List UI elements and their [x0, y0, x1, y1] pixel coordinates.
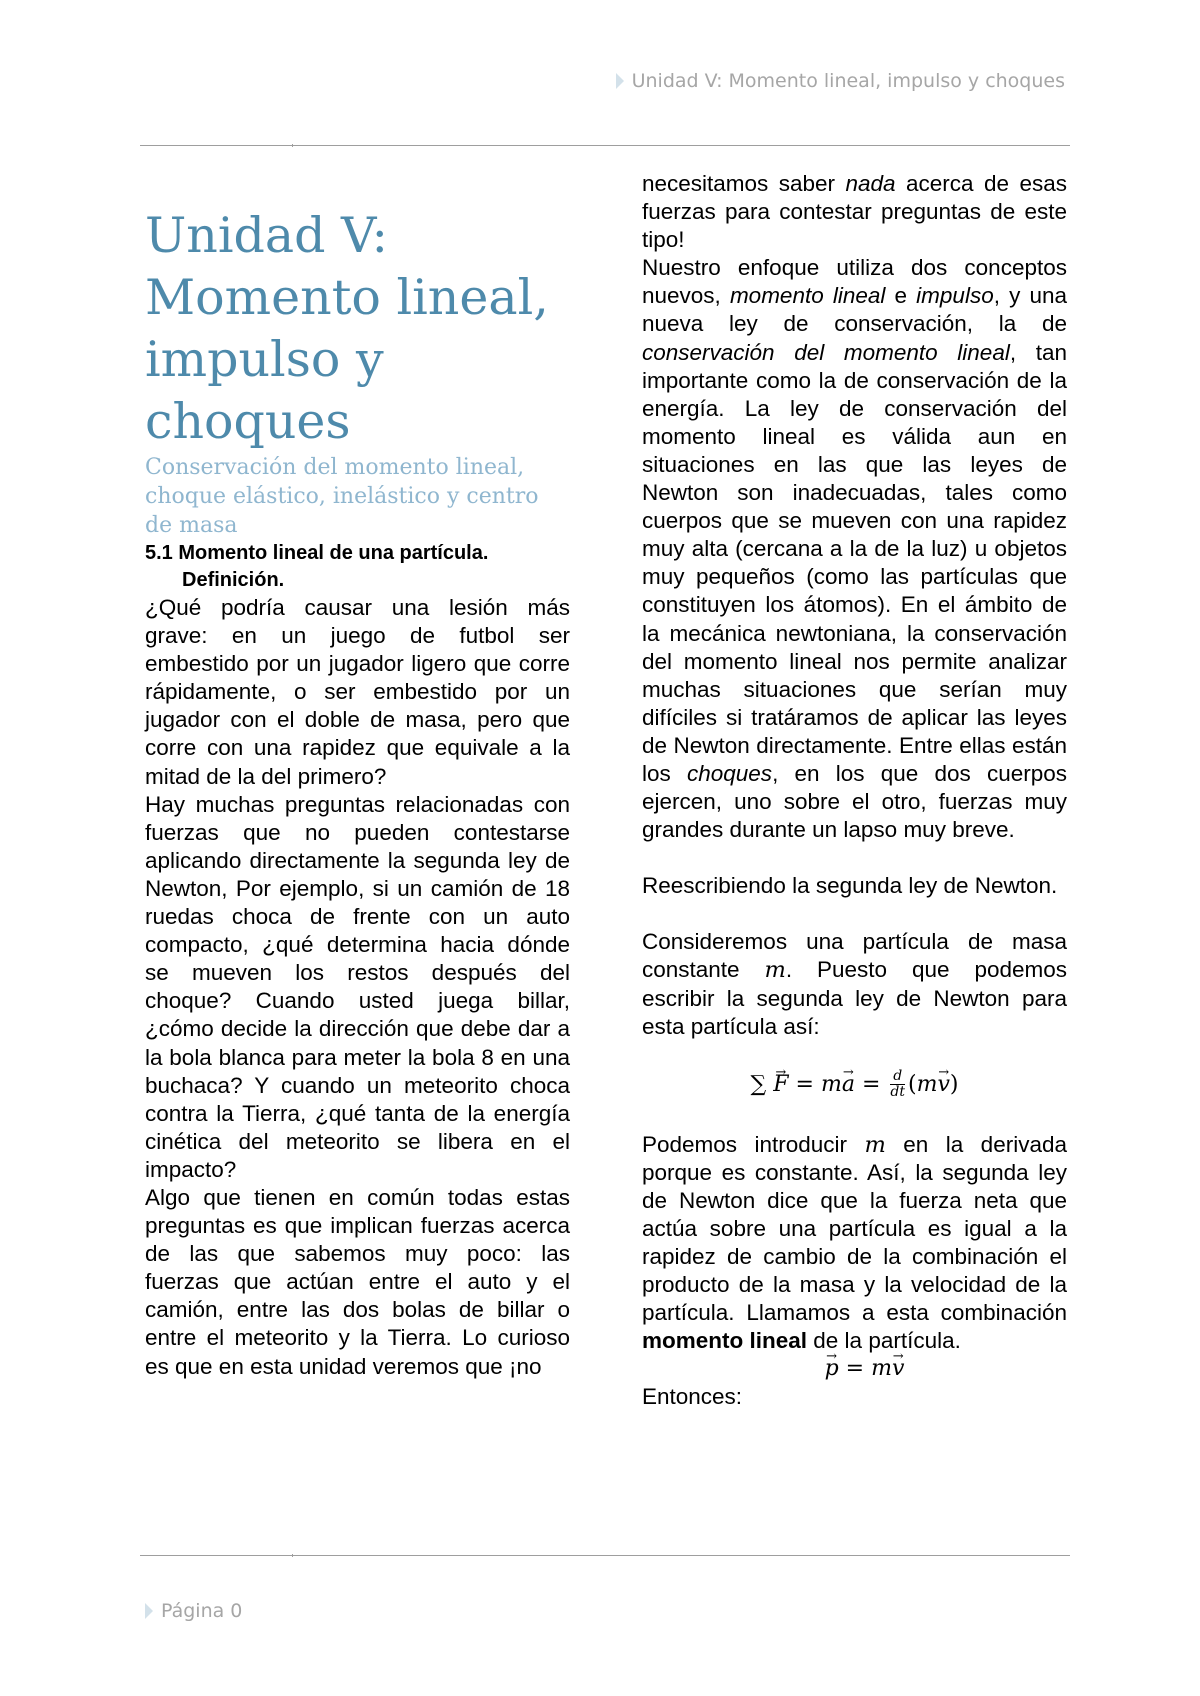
paragraph [642, 170, 1067, 254]
emphasis: conservación del momento lineal [642, 339, 1010, 365]
force-vector: F → [773, 1071, 788, 1099]
math-symbol: m [864, 1131, 886, 1158]
left-column [145, 205, 570, 1381]
text-span: , y una nueva ley de conservación, la de [642, 283, 1067, 337]
paragraph [642, 1131, 1067, 1356]
right-column [642, 170, 1067, 1412]
section-heading: 5.1 Momento lineal de una partícula. Definición. [145, 542, 489, 591]
velocity-vector: v → [892, 1355, 904, 1383]
equals-sign: = [861, 1071, 881, 1097]
text-span: . Puesto que podemos escribir la segunda ley de Newton para esta partícula así: [642, 957, 1068, 1039]
header-rule [140, 145, 1070, 146]
emphasis: impulso [916, 283, 994, 309]
newton-second-law-equation [642, 1055, 1067, 1115]
paren-close: ) [949, 1071, 959, 1097]
emphasis: choques [686, 760, 773, 786]
text-span: Consideremos una partícula de masa constante [642, 929, 1067, 983]
mass-symbol: m [820, 1071, 842, 1097]
sum-symbol: ∑ [750, 1071, 767, 1097]
emphasis: nada [845, 171, 896, 196]
equals-sign: = [795, 1071, 814, 1097]
paragraph [642, 928, 1067, 1040]
triangle-bullet-icon [145, 1603, 153, 1619]
acceleration-vector: a → [842, 1071, 855, 1099]
text-span: e [885, 283, 917, 309]
text-span: Nuestro enfoque utiliza dos conceptos nuevos, [642, 255, 1067, 309]
paragraph: Entonces: [642, 1384, 743, 1410]
equals-sign: = [845, 1356, 865, 1382]
denominator: dt [890, 1084, 905, 1101]
numerator: d [893, 1068, 903, 1085]
paren-open: ( [907, 1071, 917, 1097]
mass-symbol: m [871, 1356, 892, 1382]
paragraph: Hay muchas preguntas relacionadas con fuerzas que no pueden contestarse aplicando directamente la segunda ley de Newton, Por ejemplo, si un camión de 18 ruedas choca de frente con un auto compacto, ¿qué determina hacia dónde se mueven los restos después del choque? Cuando usted juega billar, ¿cómo decide la dirección que debe dar a la bola blanca para meter la bola 8 en una buchaca? Y cuando un meteorito choca contra la Tierra, ¿qué tanta de la energía cinética del meteorito se libera en el impacto? [145, 791, 570, 1182]
velocity-vector: v → [937, 1071, 949, 1099]
paragraph: ¿Qué podría causar una lesión más grave: en un juego de futbol ser embestido por un jugador ligero que corre rápidamente, o ser embestido por un jugador con el doble de masa, pero que corre con una rapidez que equivale a la mitad de la del primero? [145, 595, 570, 789]
emphasis: momento lineal [729, 283, 886, 309]
document-title: Unidad V: Momento lineal, impulso y choques [145, 207, 549, 450]
paragraph [642, 254, 1067, 844]
text-span: acerca de esas fuerzas para contestar preguntas de este tipo! [642, 171, 1067, 253]
bold-term: momento lineal [642, 1328, 808, 1354]
text-span: en la derivada porque es constante. Así, la segunda ley de Newton dice que la fuerza neta que actúa sobre una partícula es igual a la rapidez de cambio de la combinación el producto de la masa y la velocidad de la partícula. Llamamos a esta combinación [642, 1131, 1067, 1326]
page-footer [145, 1600, 242, 1622]
spacer [642, 844, 1067, 872]
math-symbol: m [764, 957, 786, 984]
document-subtitle: Conservación del momento lineal, choque elástico, inelástico y centro de masa [145, 455, 539, 538]
section-subheading: Reescribiendo la segunda ley de Newton. [642, 873, 1058, 899]
footer-rule [140, 1555, 1070, 1556]
mass-symbol: m [916, 1071, 938, 1097]
paragraph: Algo que tienen en común todas estas preguntas es que implican fuerzas acerca de las que sabemos muy poco: las fuerzas que actúan entre el auto y el camión, entre las dos bolas de billar o entre el meteorito y la Tierra. Lo curioso es que en esta unidad veremos que ¡no [145, 1184, 570, 1379]
text-span: , en los que dos cuerpos ejercen, uno sobre el otro, fuerzas muy grandes durante un lapso muy breve. [642, 760, 1068, 843]
running-title: Unidad V: Momento lineal, impulso y choques [631, 70, 1065, 92]
triangle-bullet-icon [616, 73, 624, 89]
text-span: necesitamos saber [642, 171, 846, 196]
text-span: Podemos introducir [642, 1131, 865, 1157]
text-span: de la partícula. [807, 1328, 961, 1354]
momentum-definition-equation [662, 1355, 1067, 1383]
page-number: Página 0 [161, 1600, 243, 1622]
derivative-fraction [890, 1069, 905, 1100]
momentum-vector: p → [825, 1355, 839, 1383]
running-header [616, 70, 1065, 92]
text-span: , tan importante como la de conservación de la energía. La ley de conservación del momento lineal es válida aun en situaciones en las que las leyes de Newton son inadecuadas, tales como cuerpos que se mueven con una rapidez muy alta (cercana a la de la luz) u objetos muy pequeños (como las partículas que constituyen los átomos). En el ámbito de la mecánica newtoniana, la conservación del momento lineal nos permite analizar muchas situaciones que serían muy difíciles si tratáramos de aplicar las leyes de Newton directamente. Entre ellas están los [642, 339, 1067, 786]
spacer [642, 900, 1067, 928]
